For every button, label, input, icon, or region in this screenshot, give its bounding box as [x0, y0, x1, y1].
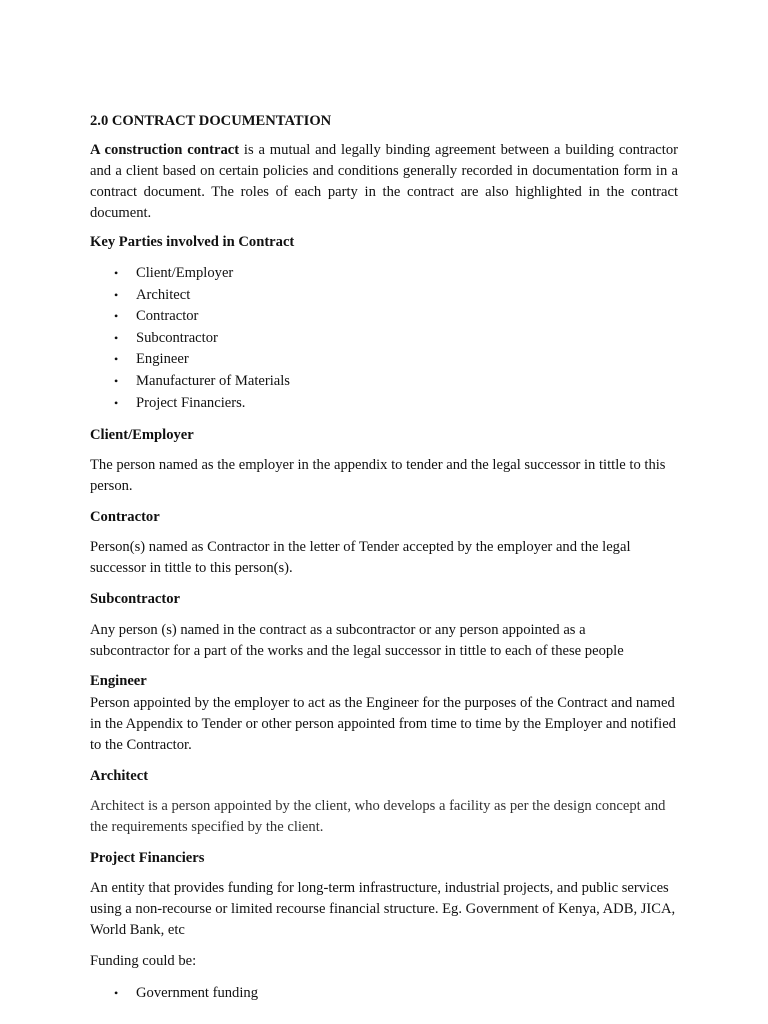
- contractor-heading: Contractor: [90, 509, 160, 525]
- funding-item-label: Government funding: [136, 985, 258, 1001]
- key-party-item-label: Contractor: [136, 308, 199, 325]
- funding-intro: Funding could be:: [90, 953, 197, 969]
- key-party-item-label: Project Financiers.: [136, 394, 246, 411]
- key-party-item: [90, 306, 290, 328]
- intro-paragraph: [90, 140, 678, 224]
- section-title: 2.0 CONTRACT DOCUMENTATION: [90, 113, 332, 129]
- key-party-item: [90, 393, 290, 415]
- key-party-item: [90, 328, 290, 350]
- key-party-item-label: Engineer: [136, 351, 189, 368]
- bullet-icon: •: [114, 395, 119, 410]
- client-text: The person named as the employer in the appendix to tender and the legal successor in tittle to this person.: [90, 457, 666, 494]
- bullet-icon: •: [114, 330, 119, 345]
- architect-text: Architect is a person appointed by the client, who develops a facility as per the design concept and the requirements specified by the client.: [90, 798, 666, 835]
- architect-heading: Architect: [90, 768, 149, 784]
- intro-bold-lead: A construction contract: [90, 142, 240, 158]
- key-party-item: [90, 349, 290, 371]
- key-party-item: [90, 263, 290, 285]
- subcontractor-text: Any person (s) named in the contract as a subcontractor or any person appointed as a subcontractor for a part of the works and the legal successor in tittle to each of these people: [90, 622, 624, 659]
- key-party-item-label: Client/Employer: [136, 265, 234, 281]
- key-party-item-label: Subcontractor: [136, 329, 218, 346]
- contractor-text: Person(s) named as Contractor in the letter of Tender accepted by the employer and the legal successor in tittle to this person(s).: [90, 539, 631, 576]
- subcontractor-heading: Subcontractor: [90, 591, 180, 607]
- key-party-item: [90, 285, 290, 307]
- key-party-item-label: Architect: [136, 286, 191, 303]
- key-party-item-label: Manufacturer of Materials: [136, 372, 290, 389]
- funding-item: [90, 983, 258, 1005]
- bullet-icon: •: [114, 266, 119, 280]
- engineer-text: Person appointed by the employer to act as the Engineer for the purposes of the Contract and named in the Appendix to Tender or other person appointed from time to time by the Employer and notified to the Contractor.: [90, 695, 676, 753]
- financiers-text: An entity that provides funding for long-term infrastructure, industrial projects, and public services using a non-recourse or limited recourse financial structure. Eg. Government of Kenya, ADB, JICA, World Bank, etc: [90, 880, 676, 938]
- client-heading: Client/Employer: [90, 427, 194, 443]
- funding-list: [90, 983, 258, 1005]
- bullet-icon: •: [114, 373, 119, 388]
- key-parties-list: [90, 263, 290, 414]
- engineer-heading: Engineer: [90, 673, 147, 689]
- financiers-heading: Project Financiers: [90, 850, 205, 866]
- key-parties-heading: Key Parties involved in Contract: [90, 234, 295, 250]
- bullet-icon: •: [114, 287, 119, 302]
- bullet-icon: •: [114, 352, 119, 367]
- bullet-icon: •: [114, 309, 119, 324]
- bullet-icon: •: [114, 986, 119, 1000]
- key-party-item: [90, 371, 290, 393]
- intro-text: is a mutual and legally binding agreement between a building contractor and a client based on certain policies and conditions generally recorded in documentation form in a contract document. The roles of each party in the contract are also highlighted in the contract document.: [90, 142, 678, 221]
